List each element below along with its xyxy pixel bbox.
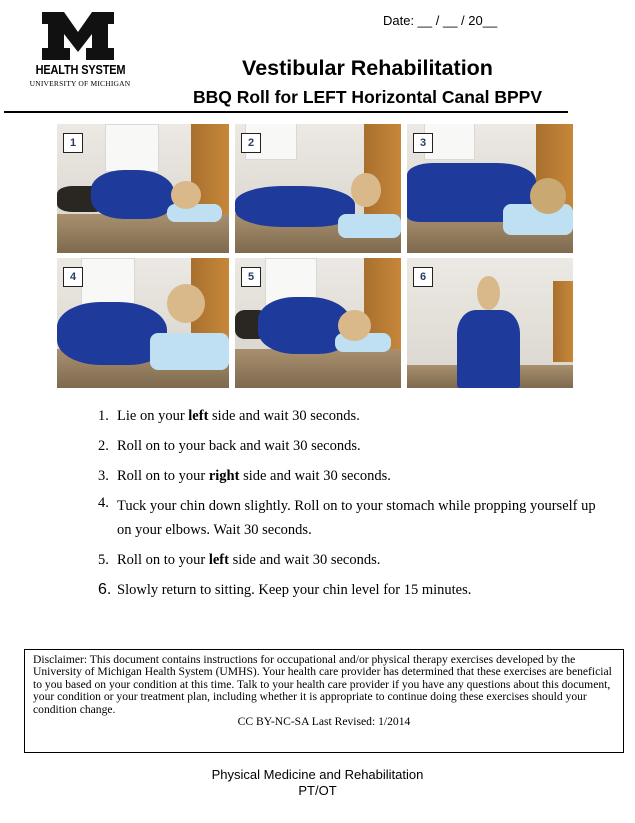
step-number-badge: 2: [241, 133, 261, 153]
header-divider: [4, 111, 568, 113]
disclaimer-box: [24, 649, 624, 753]
step-number-badge: 1: [63, 133, 83, 153]
footer-division: PT/OT: [298, 783, 337, 798]
instruction-list: [98, 401, 598, 605]
photo-step-5: [235, 258, 401, 388]
university-of-michigan-logo-icon: [40, 10, 116, 62]
step-number-badge: 3: [413, 133, 433, 153]
date-field: Date: __ / __ / 20__: [383, 13, 498, 28]
footer: [150, 767, 485, 799]
photo-step-2: [235, 124, 401, 253]
photo-step-1: [57, 124, 229, 253]
instruction-step-5: 5. Roll on to your left side and wait 30 seconds.: [98, 552, 381, 568]
photo-step-3: [407, 124, 573, 253]
step-number-badge: 6: [413, 267, 433, 287]
instruction-step-2: 2. Roll on to your back and wait 30 seconds.: [98, 438, 361, 454]
photo-step-4: [57, 258, 229, 388]
instruction-step-3: 3. Roll on to your right side and wait 30 seconds.: [98, 468, 391, 484]
logo-university-text: UNIVERSITY OF MICHIGAN: [29, 79, 131, 88]
step-number-badge: 4: [63, 267, 83, 287]
logo-health-system-text: HEALTH SYSTEM: [35, 63, 126, 77]
instruction-step-1: 1. Lie on your left side and wait 30 seconds.: [98, 408, 360, 424]
step-number-badge: 5: [241, 267, 261, 287]
footer-department: Physical Medicine and Rehabilitation: [211, 767, 424, 782]
page-subtitle: BBQ Roll for LEFT Horizontal Canal BPPV: [192, 87, 543, 107]
page-title: Vestibular Rehabilitation: [242, 56, 493, 80]
photo-step-6: [407, 258, 573, 388]
license-revision: CC BY-NC-SA Last Revised: 1/2014: [237, 715, 411, 729]
instruction-step-4: 4. Tuck your chin down slightly. Roll on to your stomach while propping yourself up on your elbows. Wait 30 seconds.: [98, 495, 596, 538]
disclaimer-text: Disclaimer: This document contains instructions for occupational and/or physical therapy exercises developed by the University of Michigan Health System (UMHS). Your health care provider has determined that these exercises are beneficial to you based on your condition at this time. Talk to your health care provider if you have any questions about this document, your condition or your treatment plan, including whether it is appropriate to continue doing these exercises should your condition change.: [33, 653, 612, 716]
instruction-step-6: 6. Slowly return to sitting. Keep your chin level for 15 minutes.: [98, 581, 472, 598]
